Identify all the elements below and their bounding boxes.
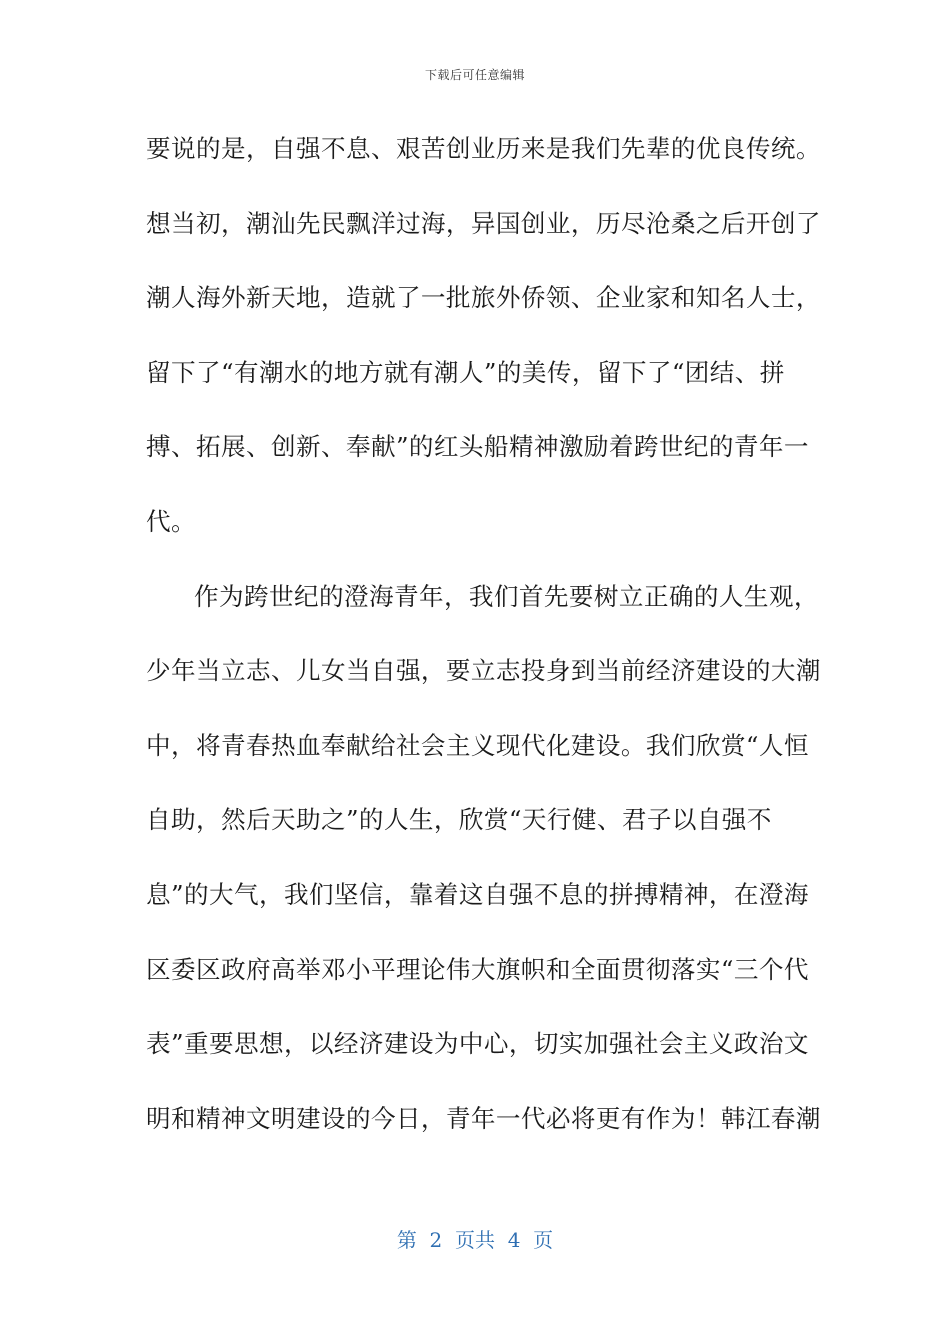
text-line: 息”的大气，我们坚信，靠着这自强不息的拼搏精神，在澄海 bbox=[146, 879, 809, 909]
text-line: 要说的是，自强不息、艰苦创业历来是我们先辈的优良传统。 bbox=[146, 134, 821, 163]
paragraph-first-line: 作为跨世纪的澄海青年，我们首先要树立正确的人生观， bbox=[194, 581, 819, 611]
text-line: 代。 bbox=[146, 506, 196, 536]
text-line: 少年当立志、儿女当自强，要立志投身到当前经济建设的大潮 bbox=[146, 656, 821, 686]
page-number: 第 2 页共 4 页 bbox=[396, 1228, 554, 1252]
text-line: 表”重要思想，以经济建设为中心，切实加强社会主义政治文 bbox=[146, 1029, 809, 1059]
document-body bbox=[146, 112, 821, 1156]
text-line: 区委区政府高举邓小平理论伟大旗帜和全面贯彻落实“三个代 bbox=[146, 954, 809, 984]
text-line: 留下了“有潮水的地方就有潮人”的美传，留下了“团结、拼 bbox=[146, 357, 785, 387]
text-line: 想当初，潮汕先民飘洋过海，异国创业，历尽沧桑之后开创了 bbox=[146, 208, 821, 238]
text-line: 中，将青春热血奉献给社会主义现代化建设。我们欣赏“人恒 bbox=[146, 730, 809, 760]
text-line: 自助，然后天助之”的人生，欣赏“天行健、君子以自强不 bbox=[146, 805, 772, 835]
text-line: 潮人海外新天地，造就了一批旅外侨领、企业家和知名人士， bbox=[146, 283, 821, 313]
text-line: 搏、拓展、创新、奉献”的红头船精神激励着跨世纪的青年一 bbox=[146, 432, 809, 462]
text-line: 明和精神文明建设的今日，青年一代必将更有作为！韩江春潮 bbox=[146, 1103, 821, 1133]
header-note: 下载后可任意编辑 bbox=[424, 68, 525, 82]
